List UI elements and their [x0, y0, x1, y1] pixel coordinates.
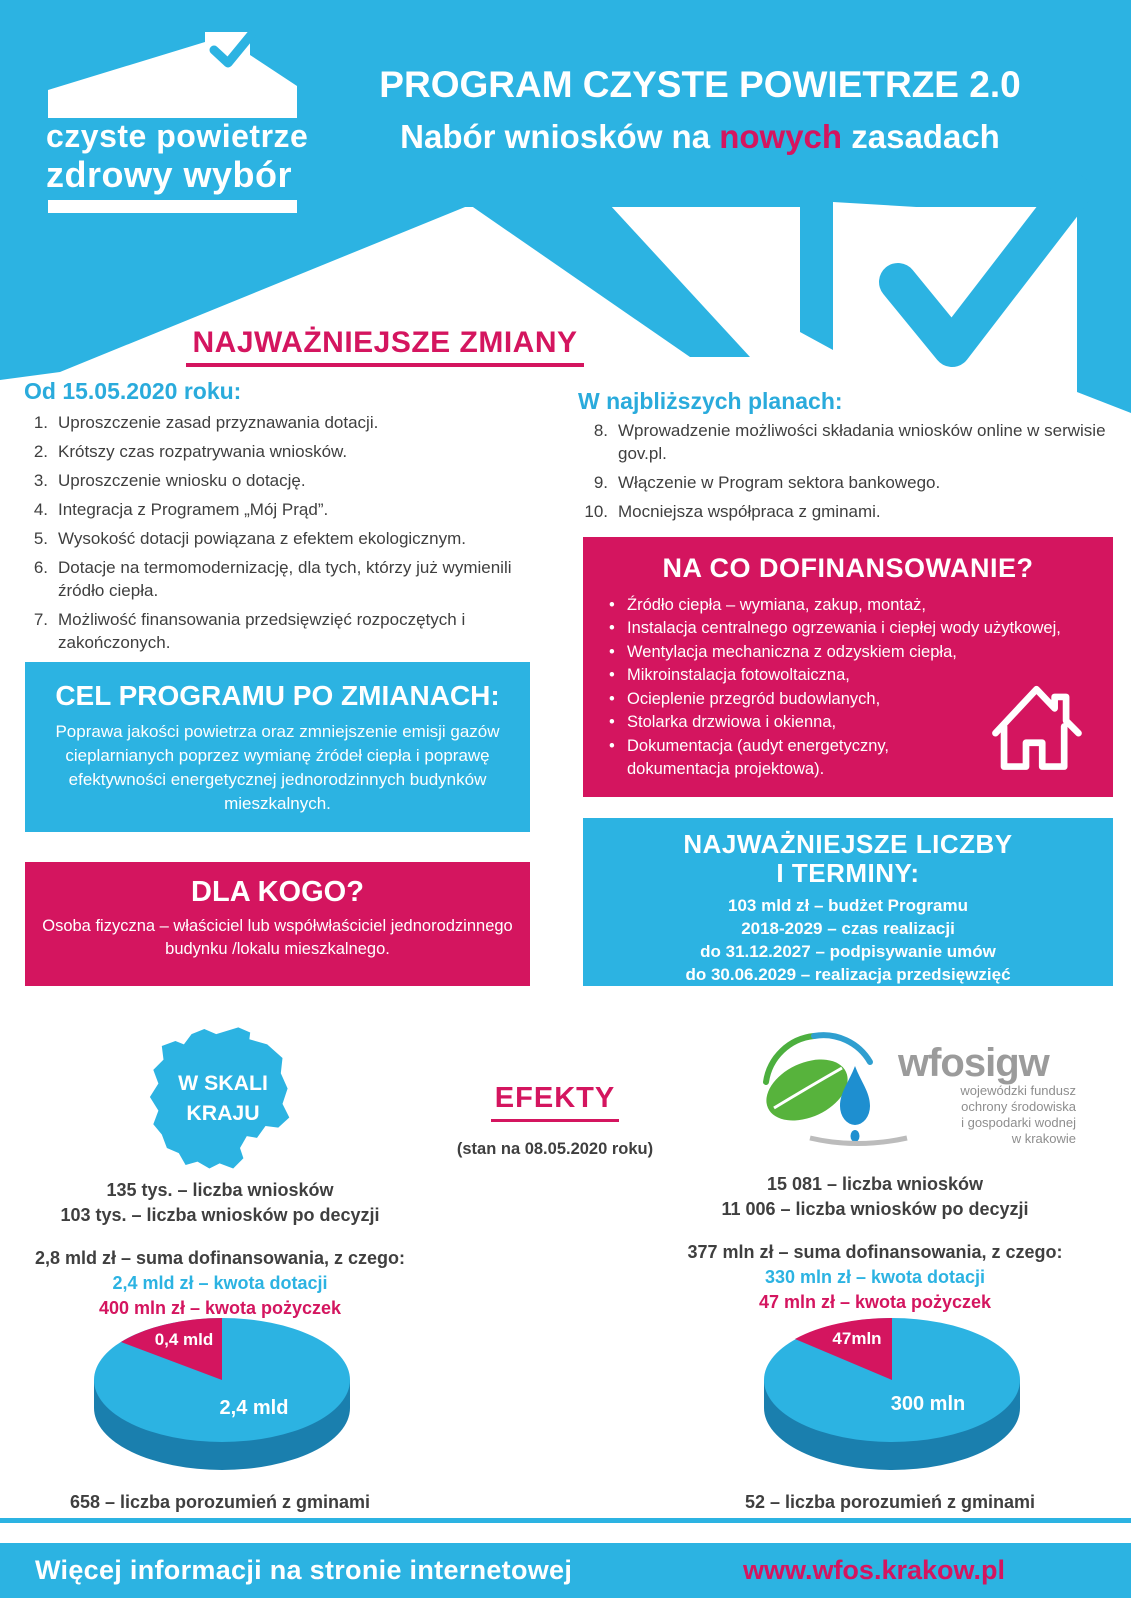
logo-text-line1: czyste powietrze: [46, 118, 309, 154]
subtitle-highlight: nowych: [719, 118, 843, 155]
item-text: Możliwość finansowania przedsięwzięć rozpoczętych i zakończonych.: [58, 609, 466, 652]
pie-caption-regional: 52 – liczba porozumień z gminami: [744, 1492, 1036, 1512]
section-heading-changes: [100, 326, 670, 367]
funding-bullet: • Stolarka drzwiowa i okienna,: [609, 711, 1113, 734]
item-number: 3.: [33, 470, 48, 490]
regional-stats: [650, 1172, 1100, 1315]
list-item: [22, 470, 527, 493]
list-item: [576, 472, 1106, 495]
goal-title: CEL PROGRAMU PO ZMIANACH:: [55, 680, 500, 711]
goal-box: [25, 662, 530, 832]
logo-arc-blue: [814, 1035, 870, 1062]
goal-body: Poprawa jakości powietrza oraz zmniejszenie emisji gazów cieplarnianych poprzez wymianę źródeł ciepła i poprawę efektywności energetycznej jednorodzinnych budynków mieszkalnych.: [55, 722, 500, 814]
page-title: PROGRAM CZYSTE POWIETRZE 2.0: [379, 64, 1021, 105]
changes-list-right: [576, 420, 1106, 530]
stat-applications: 15 081 – liczba wniosków: [766, 1174, 984, 1194]
pie-label-loans: 0,4 mld: [154, 1330, 214, 1349]
logo-underline-bar: [48, 200, 297, 213]
stat-grants: 2,4 mld zł – kwota dotacji: [112, 1273, 328, 1293]
item-text: Uproszczenie wniosku o dotację.: [58, 470, 306, 490]
funding-bullet: • Wentylacja mechaniczna z odzyskiem ciepła,: [609, 641, 1113, 664]
funding-title: NA CO DOFINANSOWANIE?: [662, 553, 1034, 583]
wfosigw-desc-line: w krakowie: [1011, 1131, 1076, 1146]
item-number: 7.: [33, 609, 48, 629]
wfosigw-logo: [752, 1016, 1092, 1151]
footer-url: www.wfos.krakow.pl: [742, 1555, 1005, 1585]
stat-applications-decided: 11 006 – liczba wniosków po decyzji: [721, 1199, 1029, 1219]
item-number: 10.: [584, 501, 608, 521]
pie-chart-regional: [742, 1298, 1042, 1493]
funding-box: [583, 537, 1113, 797]
changes-heading-text: NAJWAŻNIEJSZE ZMIANY: [186, 326, 583, 367]
pie-chart-national: [72, 1298, 372, 1493]
header-ribbon-strip: [800, 205, 833, 350]
logo-text-line2: zdrowy wybór: [46, 154, 293, 195]
funding-bullet: • Instalacja centralnego ogrzewania i ciepłej wody użytkowej,: [609, 617, 1113, 640]
subtitle-pre: Nabór wniosków na: [400, 118, 720, 155]
item-text: Wprowadzenie możliwości składania wniosków online w serwisie gov.pl.: [618, 421, 1106, 463]
item-text: Krótszy czas rozpatrywania wniosków.: [58, 441, 348, 461]
list-item: [22, 609, 527, 655]
effects-heading: EFEKTY: [491, 1082, 619, 1122]
footer-text: Więcej informacji na stronie internetowej: [35, 1555, 573, 1585]
item-text: Uproszczenie zasad przyznawania dotacji.: [58, 413, 379, 432]
wfosigw-desc-line: wojewódzki fundusz: [960, 1083, 1076, 1098]
item-text: Włączenie w Program sektora bankowego.: [618, 472, 941, 492]
numbers-line: 2018-2029 – czas realizacji: [741, 919, 955, 939]
item-number: 5.: [33, 528, 48, 548]
item-number: 2.: [33, 441, 48, 461]
changes-list-left: [22, 412, 527, 660]
footer-bar: [0, 1543, 1131, 1598]
funding-bullet: • Dokumentacja (audyt energetyczny, dokumentacja projektowa).: [609, 735, 957, 782]
funding-bullet: • Źródło ciepła – wymiana, zakup, montaż,: [609, 594, 1113, 617]
numbers-lines: [583, 895, 1113, 987]
poland-map-icon: [138, 1022, 308, 1184]
page-subtitle: [345, 118, 1055, 156]
item-number: 8.: [593, 421, 608, 440]
effects-heading-wrap: [440, 1082, 670, 1122]
stat-sum: 377 mln zł – suma dofinansowania, z czego:: [687, 1242, 1063, 1262]
map-label-line1: W SKALI: [178, 1071, 268, 1096]
pie-label-grants: 300 mln: [890, 1393, 966, 1415]
small-drop-icon: [851, 1130, 860, 1142]
house-outline-icon: [984, 674, 1089, 779]
item-text: Mocniejsza współpraca z gminami.: [618, 501, 881, 521]
stat-applications: 135 tys. – liczba wniosków: [106, 1180, 334, 1200]
numbers-title-line2: I TERMINY:: [776, 857, 920, 888]
who-body: Osoba fizyczna – właściciel lub współwłaściciel jednorodzinnego budynku /lokalu mieszkalnego.: [42, 917, 513, 959]
list-item: [22, 557, 527, 603]
list-item: [22, 412, 527, 435]
spacer: [650, 1222, 1100, 1240]
who-box: [25, 862, 530, 986]
pie-caption-national: 658 – liczba porozumień z gminami: [69, 1492, 371, 1512]
spacer: [0, 1228, 440, 1246]
stat-sum: 2,8 mld zł – suma dofinansowania, z czego:: [34, 1248, 406, 1268]
item-text: Integracja z Programem „Mój Prąd”.: [58, 499, 329, 519]
wfosigw-desc-line: i gospodarki wodnej: [961, 1115, 1076, 1130]
subtitle-post: zasadach: [842, 118, 1000, 155]
numbers-line: do 30.06.2029 – realizacja przedsięwzięć: [685, 965, 1011, 984]
funding-bullet: • Mikroinstalacja fotowoltaiczna,: [609, 664, 1113, 687]
item-number: 6.: [33, 557, 48, 577]
wfosigw-name: wfosigw: [898, 1041, 1049, 1085]
stat-loans: 47 mln zł – kwota pożyczek: [758, 1292, 992, 1312]
item-number: 9.: [593, 472, 608, 492]
item-text: Dotacje na termomodernizację, dla tych, którzy już wymienili źródło ciepła.: [58, 557, 512, 600]
stat-applications-decided: 103 tys. – liczba wniosków po decyzji: [60, 1205, 380, 1225]
numbers-line: 103 mld zł – budżet Programu: [728, 896, 968, 916]
pie-label-grants: 2,4 mld: [219, 1397, 289, 1419]
list-item: [576, 420, 1106, 466]
changes-right-heading: W najbliższych planach:: [578, 388, 843, 414]
numbers-box: [583, 818, 1113, 986]
item-number: 4.: [33, 499, 48, 519]
divider-line: [0, 1518, 1131, 1523]
map-label-line2: KRAJU: [186, 1101, 260, 1125]
numbers-line: do 31.12.2027 – podpisywanie umów: [700, 942, 996, 962]
list-item: [576, 501, 1106, 524]
numbers-title-line1: NAJWAŻNIEJSZE LICZBY: [683, 829, 1013, 859]
numbers-title: [583, 830, 1113, 887]
funding-bullet: • Ocieplenie przegród budowlanych,: [609, 688, 1113, 711]
who-title: DLA KOGO?: [191, 876, 364, 908]
item-number: 1.: [33, 413, 48, 432]
wfosigw-desc-line: ochrony środowiska: [961, 1099, 1076, 1114]
stat-grants: 330 mln zł – kwota dotacji: [764, 1267, 986, 1287]
stat-loans: 400 mln zł – kwota pożyczek: [98, 1298, 342, 1318]
list-item: [22, 441, 527, 464]
effects-status-date: (stan na 08.05.2020 roku): [456, 1140, 654, 1158]
pie-label-loans: 47mln: [832, 1329, 882, 1348]
header-right-ribbon: [1077, 205, 1131, 413]
changes-left-heading: Od 15.05.2020 roku:: [24, 378, 242, 404]
item-text: Wysokość dotacji powiązana z efektem ekologicznym.: [58, 528, 467, 548]
list-item: [22, 528, 527, 551]
list-item: [22, 499, 527, 522]
